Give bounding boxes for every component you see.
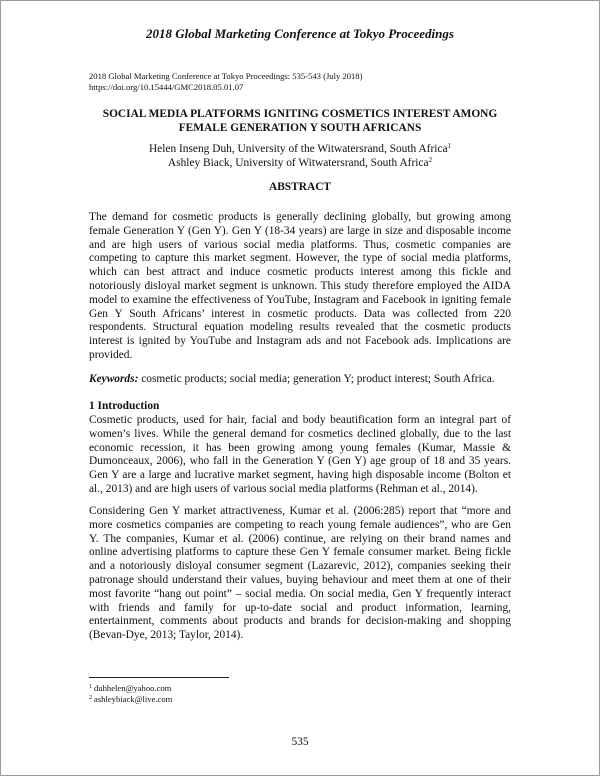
section-heading-introduction: 1 Introduction xyxy=(89,400,160,412)
author-2-footnote-mark: 2 xyxy=(428,156,433,164)
intro-paragraph-2: Considering Gen Y market attractiveness, Kumar et al. (2006:285) report that “more and more cosmetics companies are competing to reach young female audiences”, who are Gen Y. The companies, Kumar et al. (2006) continue, are relying on their brand names and online advertising platforms to capture these Gen Y female consumer market. Being fickle and a notoriously disloyal consumer segment (Lazarevic, 2012), companies seeking their patronage should understand their values, buying behaviour and meet them at one of their most favorite “hang out point” – social media. On social media, Gen Y frequently interact with friends and family for up-to-date social and product information, learning, entertainment, comments about products and brands for decision-making and shopping (Bevan-Dye, 2013; Taylor, 2014). xyxy=(89,505,511,642)
footnote-1 xyxy=(89,683,172,694)
citation-block xyxy=(89,71,362,93)
running-header: 2018 Global Marketing Conference at Tokyo Proceedings xyxy=(146,26,454,41)
footnote-2 xyxy=(89,694,172,705)
footnote-2-email: ashleybiack@live.com xyxy=(94,694,173,704)
doi-line: https://doi.org/10.15444/GMC2018.05.01.07 xyxy=(89,82,244,92)
abstract-body: The demand for cosmetic products is generally declining globally, but growing among female Generation Y (Gen Y). Gen Y (18-34 years) are large in size and disposable income and are high users of various social media platforms. Thus, cosmetic companies are competing to capture this market segment. However, the type of social media platforms, which can best attract and induce cosmetic products interest among this fickle and notoriously disloyal market segment is unknown. This study therefore employed the AIDA model to examine the effectiveness of YouTube, Instagram and Facebook in igniting female Gen Y South Africans’ interest in cosmetic products. Data was collected from 220 respondents. Structural equation modeling results revealed that the cosmetic products interest is ignited by YouTube and Instagram ads and not Facebook ads. Implications are provided. xyxy=(89,211,511,361)
footnote-1-email: duhhelen@yahoo.com xyxy=(94,683,172,693)
author-1 xyxy=(60,142,540,156)
paper-title xyxy=(60,107,540,135)
title-line-1: SOCIAL MEDIA PLATFORMS IGNITING COSMETICS INTEREST AMONG xyxy=(102,108,498,120)
author-1-footnote-mark: 1 xyxy=(447,142,452,150)
footnote-1-mark: 1 xyxy=(89,684,92,690)
keywords-label: Keywords: xyxy=(89,373,139,385)
footnote-2-mark: 2 xyxy=(89,695,92,701)
keywords xyxy=(89,373,511,387)
footnotes xyxy=(89,683,172,705)
author-list xyxy=(60,142,540,170)
citation-line: 2018 Global Marketing Conference at Tokyo Proceedings: 535-543 (July 2018) xyxy=(89,71,363,81)
footnote-divider xyxy=(89,677,229,678)
abstract-heading: ABSTRACT xyxy=(268,181,332,193)
author-2-name: Ashley Biack, University of Witwatersrand, South Africa xyxy=(167,157,429,169)
author-1-name: Helen Inseng Duh, University of the Witwatersrand, South Africa xyxy=(148,143,448,155)
page-number: 535 xyxy=(291,736,309,748)
keywords-text: cosmetic products; social media; generation Y; product interest; South Africa. xyxy=(138,373,495,385)
author-2 xyxy=(60,156,540,170)
title-line-2: FEMALE GENERATION Y SOUTH AFRICANS xyxy=(178,122,422,134)
intro-paragraph-1: Cosmetic products, used for hair, facial and body beautification form an integral part of women’s lives. While the general demand for cosmetics declined globally, due to the last economic recession, it has been growing among young females (Kumar, Massie & Dumonceaux, 2006), who fall in the Generation Y (Gen Y) age group of 18 and 35 years. Gen Y are a large and lucrative market segment, having high disposable income (Bolton et al., 2013) and are high users of various social media platforms (Rehman et al., 2014). xyxy=(89,414,511,495)
